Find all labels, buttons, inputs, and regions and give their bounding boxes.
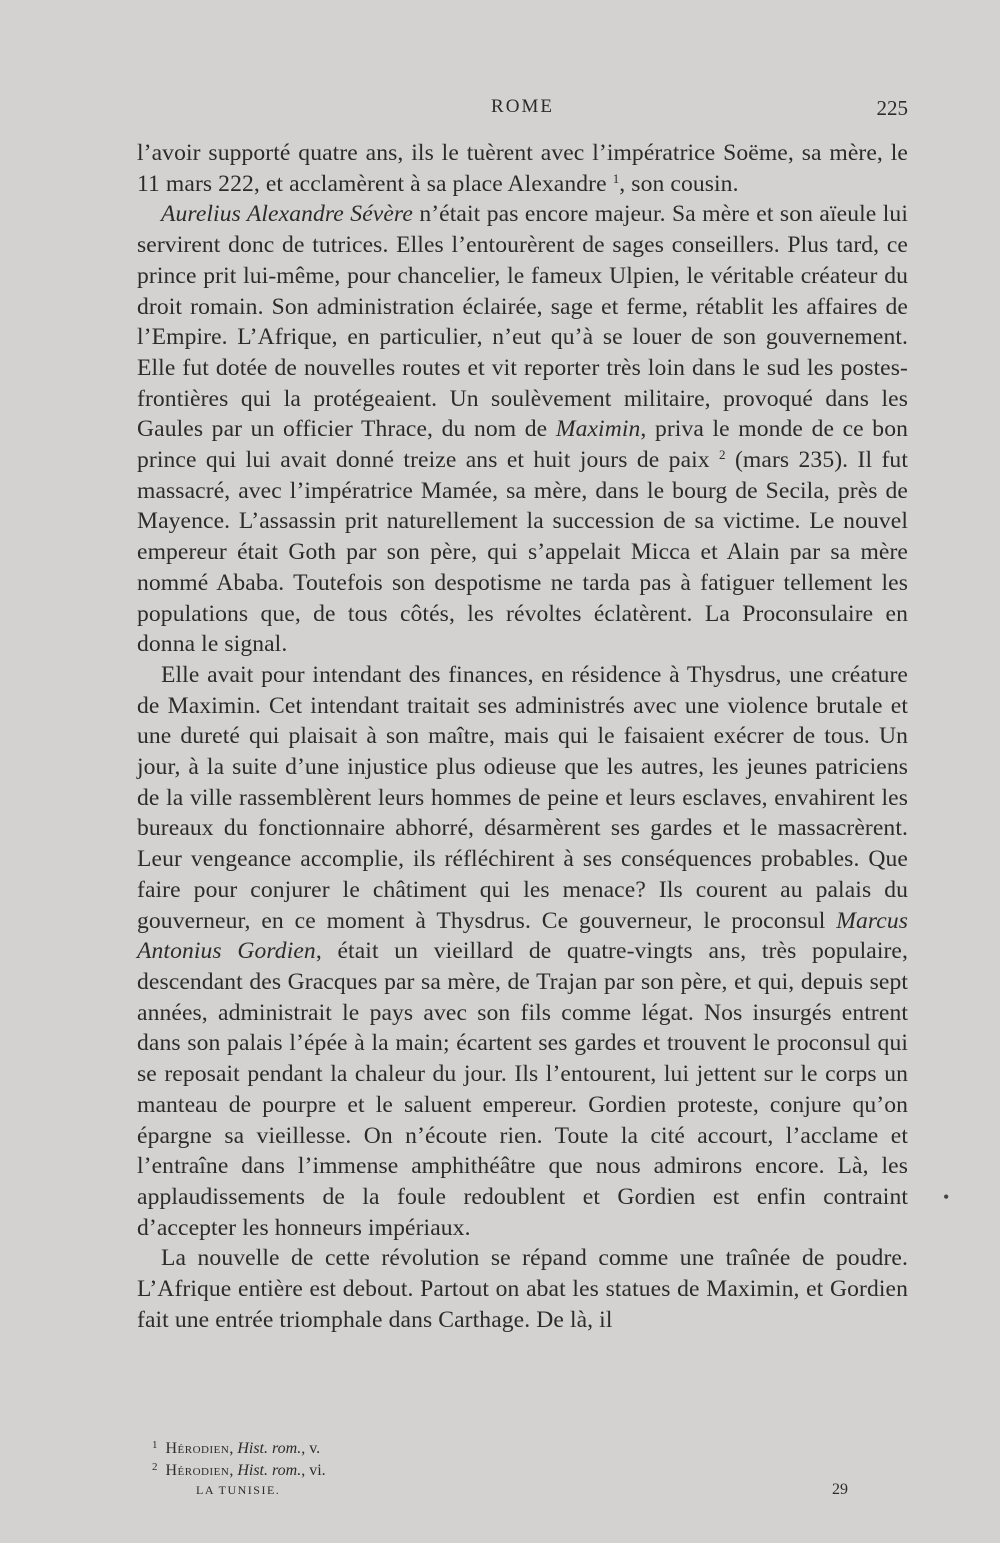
italic-text: Maximin (555, 416, 641, 443)
text-segment: La nouvelle de cette révolution se répand comme une traînée de poudre. L’Afrique entière est debout. Partout on abat les statues de Maximin, et Gordien fait une entrée triomphale dans Carthage. De là, il (137, 1245, 908, 1333)
text-segment: , était un vieillard de quatre-vingts ans, très populaire, descendant des Gracques par sa mère, de Trajan par son père, et qui, depuis sept années, administrait le pays avec son fils comme légat. Nos insurgés entrent dans son palais l’épée à la main; écartent ses gardes et trouvent le proconsul qui se reposait pendant la chaleur du jour. Ils l’entourent, lui jettent sur le corps un manteau de pourpre et le saluent empereur. Gordien proteste, conjure qu’on épargne sa vieillesse. On n’écoute rien. Toute la cité accourt, l’acclame et l’entraîne dans l’immense amphithéâtre que nous admirons encore. Là, les applaudissements de la foule redoublent et Gordien est enfin contraint d’accepter les honneurs impériaux. (137, 938, 909, 1241)
body-text (137, 138, 908, 1335)
signature-number: 29 (832, 1481, 848, 1498)
paragraph (137, 1243, 908, 1335)
footnote-work: Hist. rom. (237, 1462, 302, 1479)
paragraph (137, 138, 908, 199)
paragraph (137, 199, 908, 660)
footnote (152, 1436, 892, 1458)
signature-title: LA TUNISIE. (196, 1483, 281, 1497)
footnote-reference-text: , v. (301, 1440, 321, 1457)
page-number: 225 (876, 96, 908, 120)
footnote-reference: 1 (612, 170, 620, 186)
signature-line (196, 1483, 848, 1503)
text-segment: (mars 235). Il fut massacré, avec l’impératrice Mamée, sa mère, dans le bourg de Secila, près de Mayence. L’assassin prit naturellement la succession de sa victime. Le nouvel empereur était Goth par son père, qui s’appelait Micca et Alain par sa mère nommé Ababa. Toutefois son despotisme ne tarda pas à fatiguer tellement les populations que, de tous côtés, les révoltes éclatèrent. La Proconsulaire en donna le signal. (137, 447, 908, 658)
text-segment: l’avoir supporté quatre ans, ils le tuèrent avec l’impératrice Soëme, sa mère, le 11 mars 222, et acclamèrent à sa place Alexandre (137, 140, 908, 197)
footnote (152, 1458, 892, 1480)
footnote-separator: , (229, 1440, 238, 1457)
running-head: ROME (491, 96, 554, 117)
footnote-author: Hérodien (165, 1462, 230, 1479)
footnotes (152, 1436, 892, 1480)
margin-mark: • (943, 1187, 950, 1207)
footnote-work: Hist. rom. (237, 1440, 302, 1457)
text-segment: , priva le monde de ce bon prince qui lui avait donné treize ans et huit jours de paix (137, 416, 908, 474)
italic-text: Marcus Antonius Gordien (137, 907, 908, 965)
italic-text: Aurelius Alexandre Sévère (161, 201, 413, 228)
text-segment: Elle avait pour intendant des finances, en résidence à Thysdrus, une créature de Maximin. Cet intendant traitait ses administrés avec une violence brutale et une dureté qui plaisait à son maître, mais qui le faisaient exécrer de tous. Un jour, à la suite d’une injustice plus odieuse que les autres, les jeunes patriciens de la ville rassemblèrent leurs hommes de peine et leurs esclaves, envahirent les bureaux du fonctionnaire abhorré, désarmèrent ses gardes et le massacrèrent. Leur vengeance accomplie, ils réfléchirent à ses conséquences probables. Que faire pour conjurer le châtiment qui les menace? Ils courent au palais du gouverneur, en ce moment à Thysdrus. Ce gouverneur, le proconsul (137, 661, 908, 934)
page-header (137, 96, 908, 126)
paragraph (137, 660, 908, 1243)
footnote-reference: 2 (719, 447, 726, 463)
text-segment: n’était pas encore majeur. Sa mère et son aïeule lui servirent donc de tutrices. Elles l’entourèrent de sages conseillers. Plus tard, ce prince prit lui-même, pour chancelier, le fameux Ulpien, le véritable créateur du droit romain. Son administration éclairée, sage et ferme, rétablit les affaires de l’Empire. L’Afrique, en particulier, n’eut qu’à se louer de son gouvernement. Elle fut dotée de nouvelles routes et vit reporter très loin dans le sud les postes-frontières qui la protégeaient. Un soulèvement militaire, provoqué dans les Gaules par un officier Thrace, du nom de (137, 201, 908, 443)
footnote-reference-text: , vi. (301, 1462, 326, 1479)
footnote-author: Hérodien (165, 1440, 230, 1457)
text-segment: , son cousin. (619, 170, 739, 197)
footnote-separator: , (229, 1462, 238, 1479)
footnote-number: 1 (152, 1439, 158, 1451)
footnote-number: 2 (152, 1461, 158, 1473)
